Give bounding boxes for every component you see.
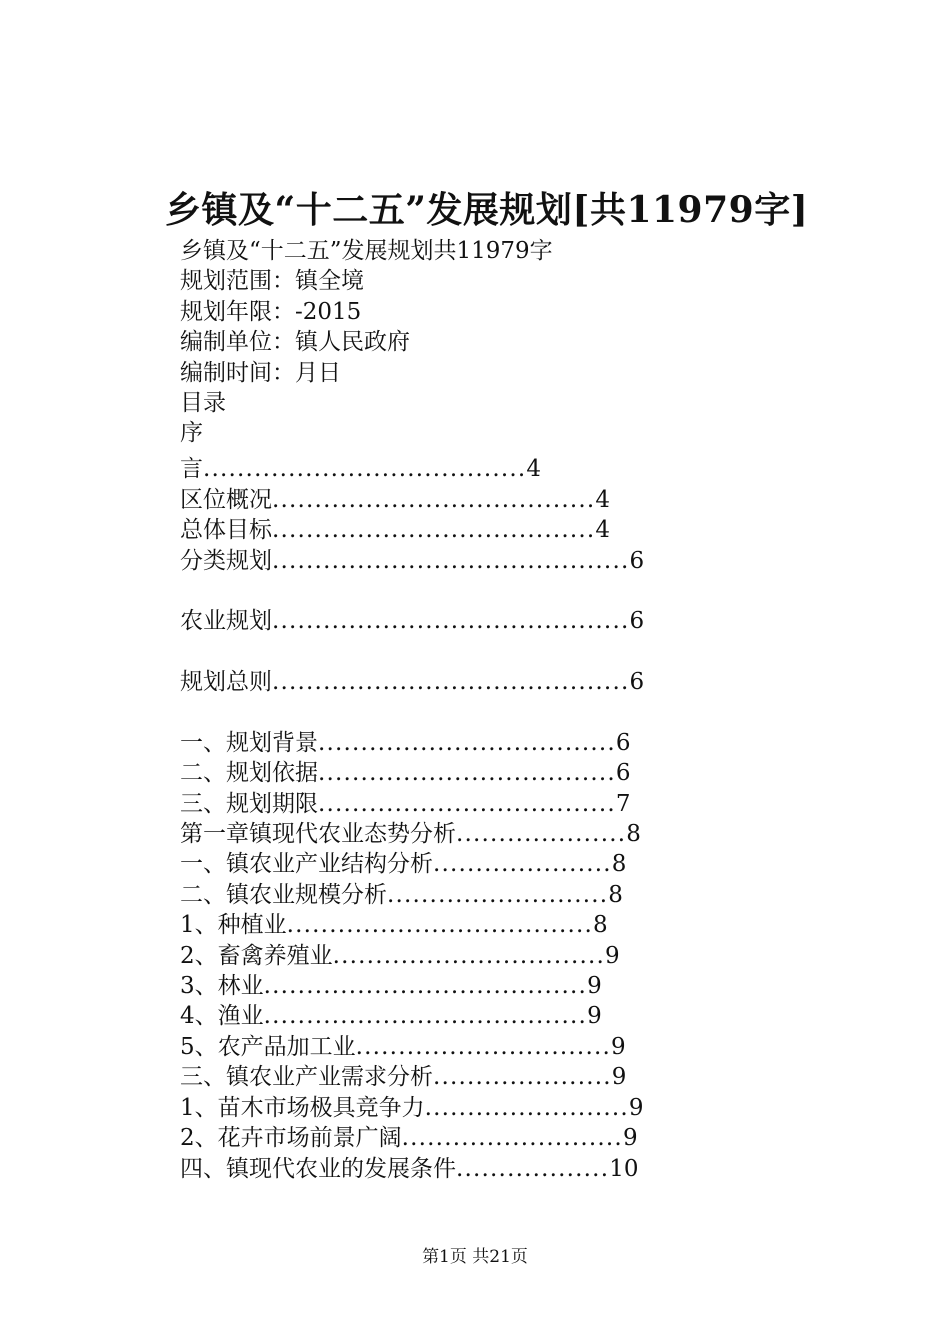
toc-label: 一、镇农业产业结构分析 bbox=[180, 851, 433, 877]
toc-label: 规划总则 bbox=[180, 669, 272, 695]
toc-entry bbox=[180, 815, 641, 848]
toc-label: 三、规划期限 bbox=[180, 791, 318, 817]
toc-leader: .................... bbox=[456, 821, 627, 847]
planning-period: 规划年限：-2015 bbox=[180, 298, 362, 325]
toc-page: 4 bbox=[595, 517, 611, 543]
toc-entry bbox=[180, 876, 623, 909]
toc-page: 9 bbox=[587, 973, 602, 999]
toc-label: 三、镇农业产业需求分析 bbox=[180, 1064, 433, 1090]
toc-leader: ..................... bbox=[433, 851, 612, 877]
toc-leader: ...................................... bbox=[263, 1003, 588, 1029]
toc-label: 分类规划 bbox=[180, 548, 272, 574]
toc-label: 3、林业 bbox=[180, 973, 264, 999]
page-footer: 第1页 共21页 bbox=[422, 1247, 528, 1267]
document-title: 乡镇及“十二五”发展规划[共11979字] bbox=[165, 189, 809, 231]
toc-leader: ........................ bbox=[424, 1095, 629, 1121]
toc-page: 10 bbox=[609, 1156, 639, 1182]
toc-leader: .......................... bbox=[401, 1125, 623, 1151]
toc-page: 8 bbox=[626, 821, 641, 847]
toc-entry bbox=[180, 1119, 638, 1152]
toc-entry bbox=[180, 1150, 638, 1183]
toc-entry bbox=[180, 1028, 626, 1061]
toc-entry bbox=[180, 1058, 626, 1091]
toc-label: 总体目标 bbox=[180, 517, 272, 543]
compiling-time: 编制时间：月日 bbox=[180, 359, 341, 386]
toc-page: 8 bbox=[608, 882, 623, 908]
toc-leader: .................. bbox=[456, 1156, 610, 1182]
toc-label: 2、花卉市场前景广阔 bbox=[180, 1125, 402, 1151]
toc-leader: ...................................... bbox=[263, 973, 588, 999]
toc-label: 二、规划依据 bbox=[180, 760, 318, 786]
toc-page: 8 bbox=[593, 912, 608, 938]
toc-entry bbox=[180, 967, 602, 1000]
toc-page: 4 bbox=[595, 487, 611, 513]
toc-page: 6 bbox=[629, 548, 645, 574]
toc-leader: ..................... bbox=[433, 1064, 612, 1090]
toc-entry bbox=[180, 542, 644, 575]
toc-label: 5、农产品加工业 bbox=[180, 1034, 356, 1060]
toc-entry bbox=[180, 481, 610, 514]
toc-leader: ................................ bbox=[332, 943, 605, 969]
toc-entry bbox=[180, 663, 644, 696]
toc-leader: .......................................... bbox=[272, 608, 630, 634]
header-lines bbox=[180, 236, 553, 449]
toc-entry bbox=[180, 997, 602, 1030]
toc-leader: ...................................... bbox=[272, 517, 596, 543]
compiling-unit: 编制单位：镇人民政府 bbox=[180, 329, 410, 356]
toc-entry bbox=[180, 602, 644, 635]
toc-leader: ................................... bbox=[318, 791, 616, 817]
toc-entry bbox=[180, 724, 631, 757]
toc-page: 9 bbox=[628, 1095, 644, 1121]
toc-leader: ................................... bbox=[318, 730, 616, 756]
toc-label: 1、苗木市场极具竞争力 bbox=[180, 1095, 425, 1121]
preface-first-char: 序 bbox=[180, 420, 203, 447]
toc-label: 二、镇农业规模分析 bbox=[180, 882, 387, 908]
toc-label: 4、渔业 bbox=[180, 1003, 264, 1029]
toc-label: 第一章镇现代农业态势分析 bbox=[180, 821, 456, 847]
toc-leader: .......................................... bbox=[272, 548, 630, 574]
toc-page: 6 bbox=[615, 760, 631, 786]
toc-label: 一、规划背景 bbox=[180, 730, 318, 756]
toc-page: 9 bbox=[610, 1034, 626, 1060]
toc-entry bbox=[180, 450, 541, 483]
toc-page: 4 bbox=[526, 456, 542, 482]
toc-page: 6 bbox=[629, 669, 645, 695]
toc-leader: ...................................... bbox=[272, 487, 596, 513]
toc-page: 6 bbox=[629, 608, 645, 634]
subtitle-line: 乡镇及“十二五”发展规划共11979字 bbox=[180, 238, 553, 264]
toc-leader: .................................... bbox=[286, 912, 594, 938]
toc-entry bbox=[180, 754, 631, 787]
toc-leader: .......................... bbox=[387, 882, 609, 908]
toc-leader: .............................. bbox=[355, 1034, 611, 1060]
toc-page: 9 bbox=[605, 943, 620, 969]
toc-entry bbox=[180, 845, 626, 878]
toc-heading: 目录 bbox=[180, 389, 226, 416]
toc-entry bbox=[180, 937, 620, 970]
toc-label: 1、种植业 bbox=[180, 912, 287, 938]
toc-page: 7 bbox=[615, 791, 631, 817]
toc-leader: ...................................... bbox=[203, 456, 527, 482]
toc-page: 9 bbox=[622, 1125, 638, 1151]
planning-scope: 规划范围：镇全境 bbox=[180, 268, 364, 295]
toc-page: 9 bbox=[611, 1064, 627, 1090]
toc-label: 2、畜禽养殖业 bbox=[180, 943, 333, 969]
toc-entry bbox=[180, 785, 631, 818]
toc-label: 言 bbox=[180, 456, 203, 482]
toc-entry bbox=[180, 1089, 644, 1122]
toc-label: 四、镇现代农业的发展条件 bbox=[180, 1156, 456, 1182]
toc-entry bbox=[180, 906, 608, 939]
toc-page: 9 bbox=[587, 1003, 602, 1029]
toc-label: 区位概况 bbox=[180, 487, 272, 513]
toc-label: 农业规划 bbox=[180, 608, 272, 634]
toc-entry bbox=[180, 511, 610, 544]
toc-leader: .......................................... bbox=[272, 669, 630, 695]
toc-page: 6 bbox=[615, 730, 631, 756]
toc-page: 8 bbox=[611, 851, 627, 877]
toc-leader: ................................... bbox=[318, 760, 616, 786]
